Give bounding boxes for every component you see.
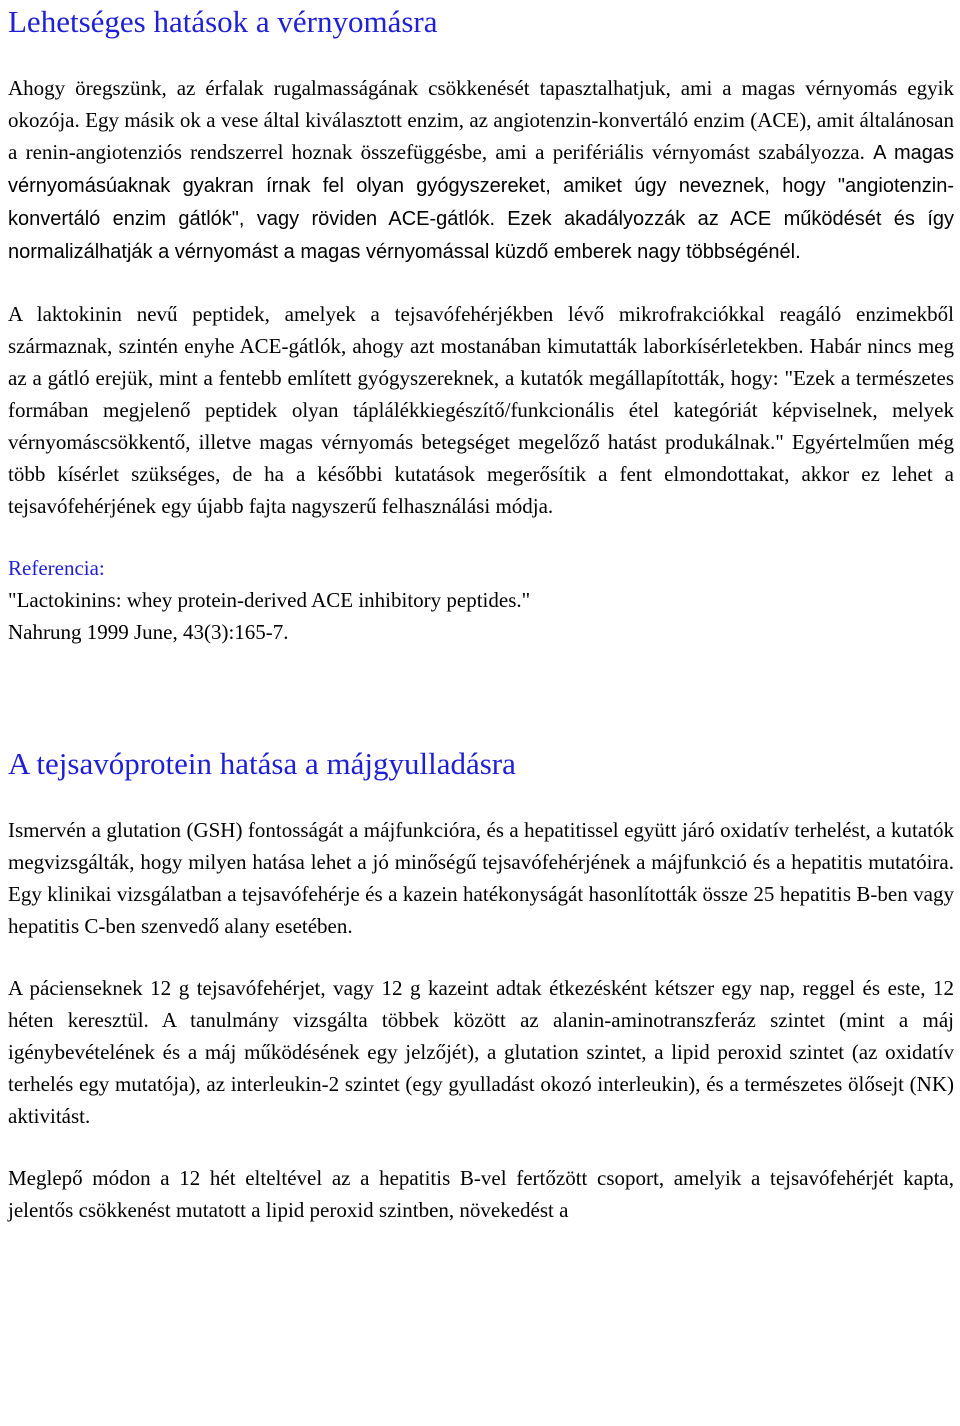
text-aging-vessels: Ahogy öregszünk, az érfalak rugalmasságának csökkenését tapasztalhatjuk, ami a magas vérnyomás egyik okozója.: [8, 76, 954, 132]
text-ace-enzyme: Egy másik ok a vese által kiválasztott enzim, az angiotenzin-konvertáló enzim (ACE), amit általánosan a renin-angiotenziós rendszerrel hoznak összefüggésbe, ami a perifériális vérnyomást szabályozza.: [8, 108, 955, 164]
reference-title: "Lactokinins: whey protein-derived ACE inhibitory peptides.": [8, 588, 531, 612]
paragraph-ace-intro: [8, 72, 954, 268]
paragraph-results: Meglepő módon a 12 hét elteltével az a hepatitis B-vel fertőzött csoport, amelyik a tejsavófehérjét kapta, jelentős csökkenést mutatott a lipid peroxid szintben, növekedést a: [8, 1166, 954, 1222]
reference-citation: Nahrung 1999 June, 43(3):165-7.: [8, 620, 289, 644]
text-ace-inhibitors: A magas vérnyomásúaknak gyakran írnak fel olyan gyógyszereket, amiket úgy neveznek, hogy "angiotenzin-konvertáló enzim gátlók", vagy röviden ACE-gátlók.: [8, 142, 955, 230]
section-title-blood-pressure: Lehetséges hatások a vérnyomásra: [8, 4, 438, 39]
document-page: [8, 0, 954, 1226]
paragraph-glutathione: Ismervén a glutation (GSH) fontosságát a májfunkcióra, és a hepatitissel együtt járó oxidatív terhelést, a kutatók megvizsgálták, hogy milyen hatása lehet a jó minőségű tejsavófehérjének a májfunkció és a hepatitis mutatóira. Egy klinikai vizsgálatban a tejsavófehérje és a kazein hatékonyságát hasonlították össze 25 hepatitis B-ben vagy hepatitis C-ben szenvedő alany esetében.: [8, 818, 954, 938]
reference-label: Referencia:: [8, 556, 105, 580]
text-ace-effect: Ezek akadályozzák az ACE működését és így normalizálhatják a vérnyomást a magas vérnyomással küzdő emberek nagy többségénél.: [8, 208, 954, 263]
reference-block: [8, 552, 954, 648]
paragraph-lactokinin: [8, 298, 954, 522]
text-lactokinin-research: Habár nincs meg az a gátló erejük, mint a fentebb említett gyógyszereknek, a kutatók megállapították, hogy: "Ezek a természetes formában megjelenő peptidek olyan táplálékkiegészítő/funkcionális étel kategóriát képviselnek, melyek vérnyomáscsökkentő, illetve magas vérnyomás betegséget megelőző hatást produkálnak." Egyértelműen még több kísérlet szükséges, de ha a későbbi kutatások megerősítik a fent elmondottakat, akkor ez lehet a tejsavófehérjének egy újabb fajta nagyszerű felhasználási módja.: [8, 334, 954, 518]
section-title-liver: A tejsavóprotein hatása a májgyulladásra: [8, 746, 516, 781]
paragraph-study-design: A pácienseknek 12 g tejsavófehérjet, vagy 12 g kazeint adtak étkezésként kétszer egy nap, reggel és este, 12 héten keresztül. A tanulmány vizsgálta többek között az alanin-aminotranszferáz szintet (mint a máj igénybevételének és a máj működésének egy jelzőjét), a glutation szintet, a lipid peroxid szintet (az oxidatív terhelés egy mutatója), az interleukin-2 szintet (egy gyulladást okozó interleukin), és a természetes ölősejt (NK) aktivitást.: [8, 976, 954, 1128]
text-lactokinin-peptides: A laktokinin nevű peptidek, amelyek a tejsavófehérjékben lévő mikrofrakciókkal reagáló enzimekből származnak, szintén enyhe ACE-gátlók, ahogy azt mostanában kimutatták laborkísérletekben.: [8, 302, 954, 358]
